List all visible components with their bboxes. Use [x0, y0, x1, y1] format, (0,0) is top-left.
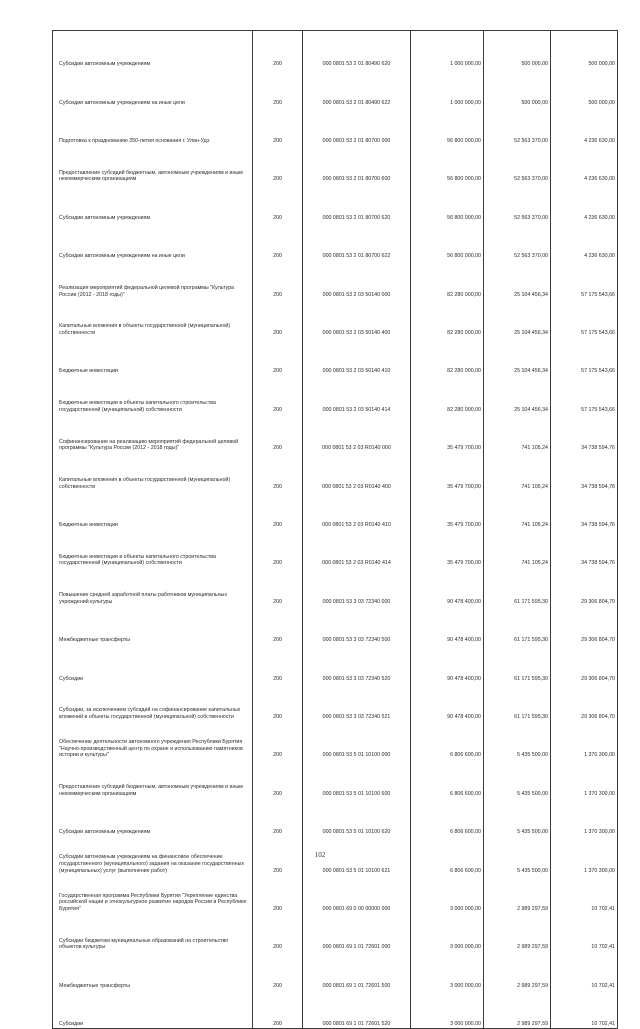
row-approved-cell: 90 478 400,00 [411, 683, 484, 721]
row-name-cell [53, 184, 253, 222]
row-name-text: Бюджетные инвестиции [59, 521, 118, 528]
row-approved-cell: 82 280 000,00 [411, 299, 484, 337]
row-executed-cell: 741 105,24 [484, 453, 551, 491]
row-budget-code-cell: 000 0801 53 5 01 10100 000 [303, 722, 411, 760]
row-budget-code-cell: 000 0801 53 2 01 80700 600 [303, 146, 411, 184]
row-budget-code-cell: 000 0801 53 2 01 80490 622 [303, 69, 411, 107]
row-name-text: Реализация мероприятий федеральной целевой программы "Культура России (2012 - 2018 годы)" [59, 285, 235, 298]
row-name-cell [53, 722, 253, 760]
row-line-code-cell: 200 [253, 683, 303, 721]
row-executed-cell: 5 435 500,00 [484, 798, 551, 836]
row-name-text: Софинансирование на реализацию мероприятий федеральной целевой программы "Культура России (2012 - 2018 годы)" [59, 438, 239, 452]
row-unexecuted-cell: 1 370 300,00 [551, 722, 618, 760]
row-budget-code-cell: 000 0801 53 2 01 80700 622 [303, 222, 411, 260]
row-budget-code-cell: 000 0801 53 2 03 50140 410 [303, 338, 411, 376]
row-name-text: Субсидии бюджетам муниципальных образований на строительство объектов культуры [59, 937, 229, 951]
budget-execution-table [52, 30, 618, 1029]
row-line-code-cell: 200 [253, 645, 303, 683]
table-row [53, 453, 618, 491]
row-unexecuted-cell: 34 738 594,76 [551, 414, 618, 452]
table-row [53, 261, 618, 299]
row-line-code-cell: 200 [253, 875, 303, 913]
row-unexecuted-cell: 1 370 300,00 [551, 837, 618, 875]
row-line-code-cell: 200 [253, 798, 303, 836]
table-row [53, 952, 618, 990]
row-executed-cell: 2 989 297,59 [484, 913, 551, 951]
row-budget-code-cell: 000 0801 53 5 01 10100 620 [303, 798, 411, 836]
row-approved-cell: 6 806 600,00 [411, 837, 484, 875]
row-executed-cell: 25 104 456,34 [484, 299, 551, 337]
table-row [53, 299, 618, 337]
table-row [53, 875, 618, 913]
row-name-text: Подготовка к празднованию 350-летия основания г. Улан-Удэ [59, 138, 210, 145]
row-name-text: Межбюджетные трансферты [59, 637, 131, 644]
row-line-code-cell: 200 [253, 222, 303, 260]
row-name-cell [53, 952, 253, 990]
row-name-text: Субсидии автономным учреждениям на финансовое обеспечение государственного (муниципального) задания на оказание государственных (муниципальных) услуг (выполнение работ) [59, 854, 245, 874]
row-unexecuted-cell: 29 306 804,70 [551, 606, 618, 644]
row-line-code-cell: 200 [253, 722, 303, 760]
row-line-code-cell: 200 [253, 837, 303, 875]
row-line-code-cell: 200 [253, 606, 303, 644]
row-budget-code-cell: 000 0801 53 3 03 72340 520 [303, 645, 411, 683]
row-executed-cell: 52 563 370,00 [484, 184, 551, 222]
row-name-text: Субсидии, за исключением субсидий на софинансирование капитальных вложений в объекты государственной (муниципальной) собственности [59, 707, 241, 720]
row-line-code-cell: 200 [253, 184, 303, 222]
row-budget-code-cell: 000 0801 53 2 01 80700 620 [303, 184, 411, 222]
table-row [53, 568, 618, 606]
row-unexecuted-cell: 29 306 804,70 [551, 683, 618, 721]
row-unexecuted-cell: 500 000,00 [551, 31, 618, 69]
row-approved-cell: 56 800 000,00 [411, 184, 484, 222]
row-budget-code-cell: 000 0801 53 5 01 10100 600 [303, 760, 411, 798]
row-budget-code-cell: 000 0801 69 1 01 72601 000 [303, 913, 411, 951]
row-unexecuted-cell: 1 370 300,00 [551, 798, 618, 836]
row-approved-cell: 6 806 600,00 [411, 760, 484, 798]
row-name-cell [53, 568, 253, 606]
row-executed-cell: 52 563 370,00 [484, 222, 551, 260]
row-name-cell [53, 261, 253, 299]
table-row [53, 338, 618, 376]
row-unexecuted-cell: 57 175 543,66 [551, 261, 618, 299]
row-name-text: Субсидии автономным учреждениям [59, 214, 151, 221]
row-name-cell [53, 69, 253, 107]
row-name-cell [53, 453, 253, 491]
row-line-code-cell: 200 [253, 414, 303, 452]
row-unexecuted-cell: 10 702,41 [551, 913, 618, 951]
row-executed-cell: 61 171 595,30 [484, 683, 551, 721]
row-unexecuted-cell: 10 702,41 [551, 990, 618, 1028]
row-approved-cell: 35 479 700,00 [411, 530, 484, 568]
row-name-text: Субсидии автономным учреждениям [59, 61, 151, 68]
row-executed-cell: 52 563 370,00 [484, 107, 551, 145]
row-approved-cell: 35 479 700,00 [411, 491, 484, 529]
row-line-code-cell: 200 [253, 31, 303, 69]
row-line-code-cell: 200 [253, 491, 303, 529]
row-line-code-cell: 200 [253, 299, 303, 337]
row-line-code-cell: 200 [253, 146, 303, 184]
row-name-text: Бюджетные инвестиции в объекты капитального строительства государственной (муниципальной) собственности [59, 400, 216, 413]
row-approved-cell: 6 806 600,00 [411, 798, 484, 836]
table-row [53, 683, 618, 721]
row-budget-code-cell: 000 0801 53 2 03 R0140 414 [303, 530, 411, 568]
row-approved-cell: 6 806 600,00 [411, 722, 484, 760]
row-unexecuted-cell: 10 702,41 [551, 952, 618, 990]
row-name-text: Субсидии автономным учреждениям на иные цели [59, 253, 185, 260]
row-name-text: Предоставление субсидий бюджетным, автономным учреждениям и иным некоммерческим организациям [59, 169, 243, 183]
row-budget-code-cell: 000 0801 53 3 03 72340 000 [303, 568, 411, 606]
table-row [53, 107, 618, 145]
row-approved-cell: 1 000 000,00 [411, 31, 484, 69]
row-line-code-cell: 200 [253, 107, 303, 145]
row-budget-code-cell: 000 0801 53 2 03 R0140 410 [303, 491, 411, 529]
row-name-cell [53, 376, 253, 414]
row-budget-code-cell: 000 0801 53 2 03 R0140 400 [303, 453, 411, 491]
row-approved-cell: 82 280 000,00 [411, 338, 484, 376]
row-executed-cell: 2 989 297,59 [484, 990, 551, 1028]
row-budget-code-cell: 000 0801 69 1 01 72601 500 [303, 952, 411, 990]
row-name-text: Межбюджетные трансферты [59, 982, 131, 989]
row-name-text: Капитальные вложения в объекты государственной (муниципальной) собственности [59, 477, 231, 490]
row-unexecuted-cell: 29 306 804,70 [551, 568, 618, 606]
row-name-cell [53, 645, 253, 683]
row-name-text: Государственная программа Республики Бурятия "Укрепление единства российской нации и этнокультурное развитие народов России в Республике Бурятия" [59, 892, 247, 912]
row-approved-cell: 90 478 400,00 [411, 606, 484, 644]
row-line-code-cell: 200 [253, 261, 303, 299]
table-row [53, 645, 618, 683]
row-unexecuted-cell: 57 175 543,66 [551, 376, 618, 414]
row-unexecuted-cell: 34 738 594,76 [551, 491, 618, 529]
row-name-cell [53, 146, 253, 184]
table-row [53, 491, 618, 529]
row-name-cell [53, 414, 253, 452]
row-unexecuted-cell: 4 236 630,00 [551, 146, 618, 184]
row-approved-cell: 90 478 400,00 [411, 568, 484, 606]
row-budget-code-cell: 000 0801 69 1 01 72601 520 [303, 990, 411, 1028]
table-row [53, 913, 618, 951]
row-approved-cell: 3 000 000,00 [411, 913, 484, 951]
row-executed-cell: 2 989 297,59 [484, 875, 551, 913]
row-approved-cell: 3 000 000,00 [411, 875, 484, 913]
row-executed-cell: 2 989 297,59 [484, 952, 551, 990]
row-line-code-cell: 200 [253, 990, 303, 1028]
row-line-code-cell: 200 [253, 760, 303, 798]
row-line-code-cell: 200 [253, 952, 303, 990]
row-name-text: Бюджетные инвестиции [59, 368, 118, 375]
row-name-cell [53, 606, 253, 644]
row-budget-code-cell: 000 0801 53 2 01 80490 620 [303, 31, 411, 69]
row-name-cell [53, 760, 253, 798]
row-name-cell [53, 31, 253, 69]
row-line-code-cell: 200 [253, 376, 303, 414]
row-unexecuted-cell: 4 236 630,00 [551, 184, 618, 222]
row-executed-cell: 61 171 595,30 [484, 606, 551, 644]
table-row [53, 184, 618, 222]
row-unexecuted-cell: 57 175 543,66 [551, 338, 618, 376]
row-unexecuted-cell: 10 702,41 [551, 875, 618, 913]
table-row [53, 146, 618, 184]
row-name-cell [53, 530, 253, 568]
table-row [53, 31, 618, 69]
row-name-cell [53, 107, 253, 145]
row-name-text: Предоставление субсидий бюджетным, автономным учреждениям и иным некоммерческим организациям [59, 784, 243, 797]
row-approved-cell: 56 800 000,00 [411, 107, 484, 145]
row-budget-code-cell: 000 0801 53 2 03 50140 400 [303, 299, 411, 337]
row-approved-cell: 35 479 700,00 [411, 453, 484, 491]
row-line-code-cell: 200 [253, 453, 303, 491]
row-unexecuted-cell: 4 236 630,00 [551, 222, 618, 260]
row-line-code-cell: 200 [253, 69, 303, 107]
row-line-code-cell: 200 [253, 913, 303, 951]
row-budget-code-cell: 000 0801 53 2 03 50140 000 [303, 261, 411, 299]
row-name-text: Субсидии [59, 675, 84, 682]
row-executed-cell: 500 000,00 [484, 69, 551, 107]
row-name-cell [53, 299, 253, 337]
page-number: 102 [314, 851, 326, 859]
row-approved-cell: 1 000 000,00 [411, 69, 484, 107]
table-row [53, 606, 618, 644]
row-executed-cell: 5 435 500,00 [484, 760, 551, 798]
table-row [53, 530, 618, 568]
row-budget-code-cell: 000 0801 53 3 03 72340 500 [303, 606, 411, 644]
row-approved-cell: 35 479 700,00 [411, 414, 484, 452]
row-budget-code-cell: 000 0801 69 0 00 00000 000 [303, 875, 411, 913]
row-executed-cell: 25 104 456,34 [484, 261, 551, 299]
row-executed-cell: 5 435 500,00 [484, 722, 551, 760]
table-row [53, 722, 618, 760]
row-unexecuted-cell: 29 306 804,70 [551, 645, 618, 683]
row-name-text: Повышение средней заработной платы работников муниципальных учреждений культуры [59, 592, 227, 605]
row-unexecuted-cell: 34 738 594,76 [551, 453, 618, 491]
row-name-text: Субсидии автономным учреждениям [59, 829, 151, 836]
row-executed-cell: 5 435 500,00 [484, 837, 551, 875]
table-row [53, 376, 618, 414]
row-unexecuted-cell: 57 175 543,66 [551, 299, 618, 337]
row-unexecuted-cell: 500 000,00 [551, 69, 618, 107]
row-unexecuted-cell: 1 370 300,00 [551, 760, 618, 798]
row-approved-cell: 3 000 000,00 [411, 990, 484, 1028]
row-approved-cell: 56 800 000,00 [411, 146, 484, 184]
row-executed-cell: 741 105,24 [484, 414, 551, 452]
row-executed-cell: 61 171 595,30 [484, 568, 551, 606]
row-approved-cell: 82 280 000,00 [411, 376, 484, 414]
row-executed-cell: 500 000,00 [484, 31, 551, 69]
row-unexecuted-cell: 4 236 630,00 [551, 107, 618, 145]
row-budget-code-cell: 000 0801 53 2 01 80700 000 [303, 107, 411, 145]
row-executed-cell: 61 171 595,30 [484, 645, 551, 683]
table-row [53, 414, 618, 452]
row-unexecuted-cell: 34 738 594,76 [551, 530, 618, 568]
row-executed-cell: 52 563 370,00 [484, 146, 551, 184]
row-budget-code-cell: 000 0801 53 2 03 R0140 000 [303, 414, 411, 452]
row-line-code-cell: 200 [253, 338, 303, 376]
row-name-cell [53, 990, 253, 1028]
table-row [53, 990, 618, 1028]
table-row [53, 222, 618, 260]
row-budget-code-cell: 000 0801 53 2 03 50140 414 [303, 376, 411, 414]
table-body [53, 31, 618, 1029]
row-line-code-cell: 200 [253, 530, 303, 568]
row-line-code-cell: 200 [253, 568, 303, 606]
row-name-text: Бюджетные инвестиции в объекты капитального строительства государственной (муниципальной) собственности [59, 553, 216, 567]
row-name-text: Капитальные вложения в объекты государственной (муниципальной) собственности [59, 323, 231, 337]
row-executed-cell: 741 105,24 [484, 530, 551, 568]
row-name-text: Обеспечение деятельности автономного учреждения Республики Бурятия "Научно-производственный центр по охране и использованию памятников истории и культуры" [59, 739, 243, 759]
row-name-cell [53, 875, 253, 913]
row-name-cell [53, 798, 253, 836]
row-budget-code-cell: 000 0801 53 3 03 72340 521 [303, 683, 411, 721]
row-name-cell [53, 338, 253, 376]
table-row [53, 69, 618, 107]
row-approved-cell: 82 280 000,00 [411, 261, 484, 299]
table-row [53, 798, 618, 836]
row-executed-cell: 25 104 456,34 [484, 338, 551, 376]
row-executed-cell: 741 105,24 [484, 491, 551, 529]
row-approved-cell: 90 478 400,00 [411, 645, 484, 683]
row-budget-code-cell: 000 0801 53 5 01 10100 621 [303, 837, 411, 875]
row-approved-cell: 3 000 000,00 [411, 952, 484, 990]
row-name-cell [53, 222, 253, 260]
row-approved-cell: 56 800 000,00 [411, 222, 484, 260]
row-name-text: Субсидии автономным учреждениям на иные цели [59, 99, 185, 106]
table-row [53, 760, 618, 798]
row-name-cell [53, 913, 253, 951]
row-name-text: Субсидии [59, 1020, 84, 1027]
row-name-cell [53, 683, 253, 721]
row-name-cell [53, 491, 253, 529]
row-executed-cell: 25 104 456,34 [484, 376, 551, 414]
